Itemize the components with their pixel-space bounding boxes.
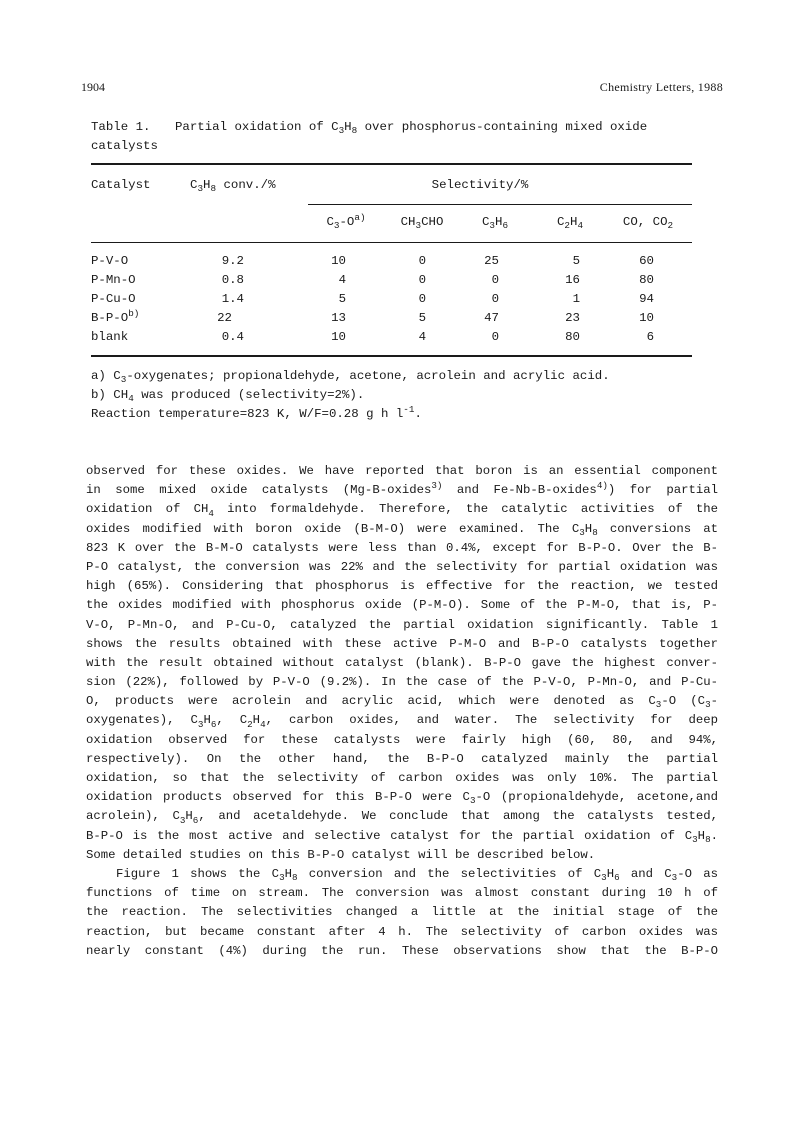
text-line: functions of time on stream. The conversion was almost constant during 10 h of [86, 886, 718, 901]
cell-c2h4: 16 [565, 273, 580, 287]
table-bottom-rule [91, 355, 692, 357]
cell-catalyst: blank [91, 330, 129, 344]
text-line: reaction, but became constant after 4 h. The selectivity of carbon oxides was [86, 924, 718, 939]
footnote-a: a) $C_3$-oxygenates; propionaldehyde, acetone, acrolein and acrylic acid. [91, 369, 610, 386]
header-conversion: $C_3H_8$ conv./% [190, 178, 276, 195]
subheader-c3o: $C_3-O^{a)}$ [326, 211, 366, 232]
cell-ch3cho: 0 [418, 254, 426, 268]
cell-c3o: 10 [331, 330, 346, 344]
cell-catalyst: P-Mn-O [91, 273, 136, 287]
text-line: the oxides modified with phosphorus oxide (P-M-O). Some of the P-M-O, that is, P- [86, 598, 718, 613]
body-paragraphs [86, 462, 718, 961]
cell-c3o: 4 [338, 273, 346, 287]
text-line: P-O catalyst, the conversion was 22% and the selectivity for partial oxidation was [86, 559, 718, 574]
table-top-rule [91, 163, 692, 165]
cell-c2h4: 80 [565, 330, 580, 344]
text-line: acrolein), $C_3H_6$, and acetaldehyde. We conclude that among the catalysts tested, [86, 809, 718, 826]
subheader-ch3cho: $CH_3CHO$ [400, 215, 444, 232]
cell-catalyst: P-V-O [91, 254, 129, 268]
text-line: oxidation, so that the selectivity of carbon oxides was only 10%. The partial [86, 771, 718, 785]
text-line: nearly constant (4%) during the run. These observations show that the B-P-O [86, 943, 718, 958]
cell-c3h6: 47 [484, 311, 499, 325]
cell-c3h6: 0 [491, 273, 499, 287]
subheader-c3h6: $C_3H_6$ [481, 215, 509, 232]
cell-conversion: 0.4 [221, 330, 244, 344]
cell-carbon-oxides: 60 [639, 254, 654, 268]
cell-c3h6: 0 [491, 292, 499, 306]
subheader-c2h4: $C_2H_4$ [556, 215, 584, 232]
cell-conversion: 9.2 [221, 254, 244, 268]
header-selectivity: Selectivity/% [431, 178, 529, 192]
cell-carbon-oxides: 6 [646, 330, 654, 344]
cell-carbon-oxides: 80 [639, 273, 654, 287]
cell-ch3cho: 5 [418, 311, 426, 325]
cell-c2h4: 1 [572, 292, 580, 306]
cell-catalyst: $B-P-O^{b)}$ [91, 307, 140, 325]
cell-conversion: 1.4 [221, 292, 244, 306]
text-line: Figure 1 shows the $C_3H_8$ conversion and the selectivities of $C_3H_6$ and $C_3-O$ as [116, 866, 718, 884]
text-line: oxygenates), $C_3H_6$, $C_2H_4$, carbon oxides, and water. The selectivity for deep [86, 713, 718, 730]
text-line: oxidation of $CH_4$ into formaldehyde. Therefore, the catalytic activities of the [86, 502, 718, 519]
table-footnotes [91, 367, 711, 424]
caption-text: Partial oxidation of $C_3H_8$ over phosphorus-containing mixed oxide [175, 120, 648, 137]
cell-c3o: 5 [338, 292, 346, 306]
cell-carbon-oxides: 10 [639, 311, 654, 325]
cell-conversion: 0.8 [221, 273, 244, 287]
cell-ch3cho: 0 [418, 273, 426, 287]
cell-c3h6: 25 [484, 254, 499, 268]
text-line: oxidation observed for these catalysts were fairly high (60, 80, and 94%, [86, 732, 718, 747]
journal-name: Chemistry Letters, 1988 [599, 80, 723, 94]
text-line: the reaction. The selectivities changed a little at the initial stage of the [86, 905, 718, 920]
text-line: oxidation products observed for this B-P-O were $C_3-O$ (propionaldehyde, acetone,and [86, 790, 718, 807]
subheader-carbon-oxides: CO, $CO_2$ [622, 215, 674, 232]
cell-conversion: 22 [217, 311, 232, 325]
text-line: observed for these oxides. We have reported that boron is an essential component [86, 464, 718, 478]
text-line: respectively). On the other hand, the B-P-O catalyzed mainly the partial [86, 751, 718, 766]
text-line: V-O, P-Mn-O, and P-Cu-O, catalyzed the partial oxidation significantly. Table 1 [86, 617, 718, 632]
cell-c3o: 13 [331, 311, 346, 325]
cell-catalyst: P-Cu-O [91, 292, 136, 306]
cell-c3h6: 0 [491, 330, 499, 344]
text-line: 823 K over the B-M-O catalysts were less than 0.4%, except for B-P-O. Over the B- [86, 540, 718, 555]
text-line: B-P-O is the most active and selective catalyst for the partial oxidation of $C_3H_8$. [86, 828, 718, 845]
caption-line-2: catalysts [91, 139, 158, 153]
cell-ch3cho: 4 [418, 330, 426, 344]
header-catalyst: Catalyst [91, 178, 151, 192]
text-line: Some detailed studies on this B-P-O catalyst will be described below. [86, 847, 596, 862]
text-line: shows the results obtained with these active P-M-O and B-P-O catalysts together [86, 636, 718, 651]
header-bottom-rule [91, 242, 692, 243]
text-line: high (65%). Considering that phosphorus is effective for the reaction, we tested [86, 579, 718, 594]
cell-c2h4: 23 [565, 311, 580, 325]
page-number: 1904 [81, 80, 105, 94]
table-label: Table 1. [91, 120, 151, 134]
text-line: with the result obtained without catalyst (blank). B-P-O gave the highest conver- [86, 655, 718, 670]
footnote-b: b) $CH_4$ was produced (selectivity=2%). [91, 388, 365, 405]
table-caption [91, 118, 706, 156]
cell-c3o: 10 [331, 254, 346, 268]
footnote-conditions: Reaction temperature=823 K, W/F=0.28 g h $l^{-1}$. [91, 403, 422, 421]
text-line: O, products were acrolein and acrylic acid, which were denoted as $C_3-O$ ($C_3-$ [86, 694, 718, 711]
running-head [81, 80, 723, 98]
selectivity-rule [308, 204, 692, 205]
cell-carbon-oxides: 94 [639, 292, 654, 306]
text-line: in some mixed oxide catalysts (Mg-B-oxides$^{3)}$ and Fe-Nb-B-oxides$^{4)}$) for partial [86, 481, 718, 498]
cell-ch3cho: 0 [418, 292, 426, 306]
text-line: sion (22%), followed by P-V-O (9.2%). In the case of the P-V-O, P-Mn-O, and P-Cu- [86, 675, 718, 690]
text-line: oxides modified with boron oxide (B-M-O) were examined. The $C_3H_8$ conversions at [86, 521, 718, 538]
cell-c2h4: 5 [572, 254, 580, 268]
